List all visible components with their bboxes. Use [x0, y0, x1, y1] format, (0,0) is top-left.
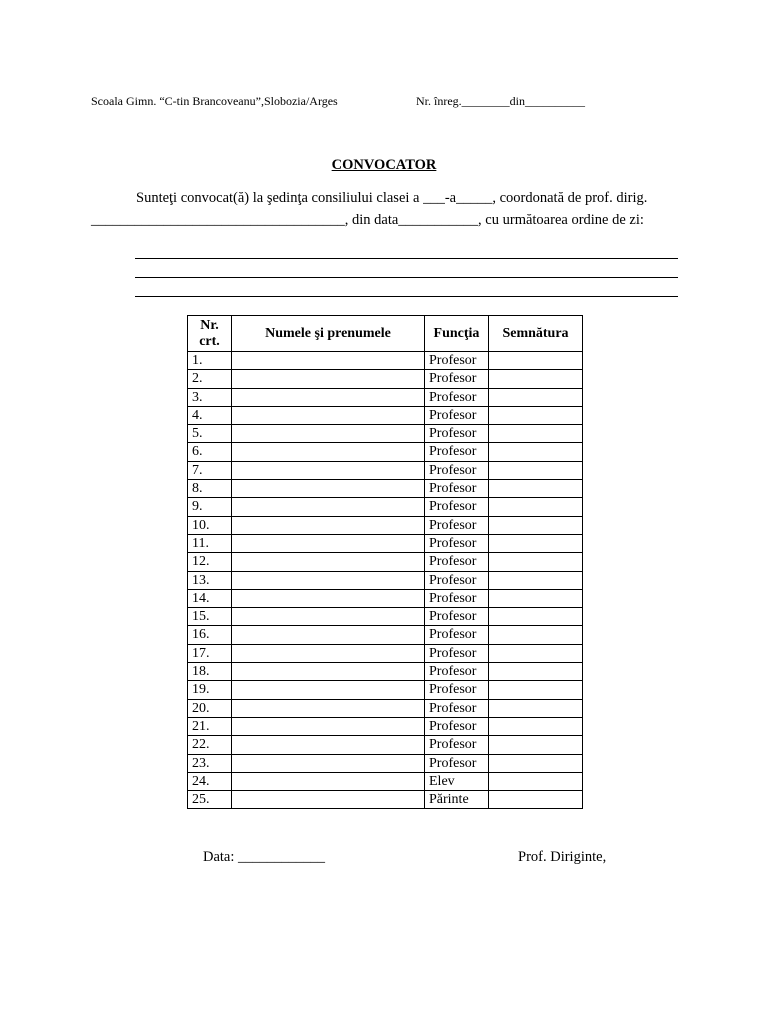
row-signature — [489, 791, 583, 809]
row-role: Profesor — [425, 736, 489, 754]
row-number: 18. — [188, 663, 232, 681]
teacher-signature-label: Prof. Diriginte, — [518, 849, 607, 865]
document-title: CONVOCATOR — [331, 157, 437, 173]
row-signature — [489, 480, 583, 498]
row-role: Profesor — [425, 571, 489, 589]
row-signature — [489, 352, 583, 370]
row-number: 5. — [188, 425, 232, 443]
date-label: Data: ____________ — [203, 849, 326, 865]
table-row — [188, 663, 583, 681]
row-role: Profesor — [425, 699, 489, 717]
row-role: Profesor — [425, 663, 489, 681]
row-name — [232, 681, 425, 699]
row-name — [232, 461, 425, 479]
table-row — [188, 754, 583, 772]
row-number: 10. — [188, 516, 232, 534]
school-name: Scoala Gimn. “C-tin Brancoveanu”,Slobozia/Arges — [91, 94, 338, 108]
agenda-line-1 — [135, 258, 678, 259]
row-number: 25. — [188, 791, 232, 809]
agenda-line-3 — [135, 296, 678, 297]
table-row — [188, 644, 583, 662]
table-row — [188, 772, 583, 790]
row-number: 4. — [188, 406, 232, 424]
header-role: Funcţia — [425, 316, 489, 352]
row-number: 12. — [188, 553, 232, 571]
row-number: 16. — [188, 626, 232, 644]
row-signature — [489, 553, 583, 571]
row-signature — [489, 681, 583, 699]
row-number: 22. — [188, 736, 232, 754]
row-name — [232, 388, 425, 406]
row-signature — [489, 406, 583, 424]
row-role: Profesor — [425, 425, 489, 443]
table-row — [188, 717, 583, 735]
table-row — [188, 626, 583, 644]
row-name — [232, 498, 425, 516]
row-name — [232, 516, 425, 534]
row-role: Profesor — [425, 534, 489, 552]
intro-line-1: Sunteţi convocat(ă) la şedinţa consiliului clasei a ___-a_____, coordonată de prof. dirig. — [136, 190, 648, 206]
row-number: 8. — [188, 480, 232, 498]
row-name — [232, 571, 425, 589]
table-row — [188, 461, 583, 479]
row-number: 14. — [188, 589, 232, 607]
row-name — [232, 699, 425, 717]
row-role: Profesor — [425, 644, 489, 662]
row-number: 21. — [188, 717, 232, 735]
row-role: Profesor — [425, 370, 489, 388]
row-signature — [489, 370, 583, 388]
row-signature — [489, 717, 583, 735]
table-row — [188, 370, 583, 388]
table-row — [188, 534, 583, 552]
row-signature — [489, 516, 583, 534]
table-row — [188, 498, 583, 516]
row-signature — [489, 571, 583, 589]
row-role: Profesor — [425, 717, 489, 735]
row-number: 24. — [188, 772, 232, 790]
row-signature — [489, 443, 583, 461]
row-name — [232, 443, 425, 461]
row-signature — [489, 663, 583, 681]
table-row — [188, 406, 583, 424]
row-name — [232, 425, 425, 443]
row-name — [232, 406, 425, 424]
table-row — [188, 388, 583, 406]
header-name: Numele şi prenumele — [232, 316, 425, 352]
row-role: Profesor — [425, 608, 489, 626]
row-role: Profesor — [425, 388, 489, 406]
row-name — [232, 772, 425, 790]
row-name — [232, 352, 425, 370]
row-role: Părinte — [425, 791, 489, 809]
table-row — [188, 699, 583, 717]
row-signature — [489, 736, 583, 754]
row-signature — [489, 772, 583, 790]
row-role: Profesor — [425, 406, 489, 424]
header-signature: Semnătura — [489, 316, 583, 352]
row-name — [232, 754, 425, 772]
header-nr: Nr. crt. — [188, 316, 232, 352]
registration-number: Nr. înreg.________din__________ — [416, 94, 585, 108]
row-role: Profesor — [425, 352, 489, 370]
row-signature — [489, 626, 583, 644]
row-name — [232, 626, 425, 644]
row-signature — [489, 754, 583, 772]
row-number: 1. — [188, 352, 232, 370]
row-role: Profesor — [425, 516, 489, 534]
table-row — [188, 516, 583, 534]
row-number: 15. — [188, 608, 232, 626]
row-number: 19. — [188, 681, 232, 699]
row-number: 9. — [188, 498, 232, 516]
table-row — [188, 425, 583, 443]
row-name — [232, 663, 425, 681]
row-role: Profesor — [425, 553, 489, 571]
row-number: 23. — [188, 754, 232, 772]
row-role: Profesor — [425, 480, 489, 498]
row-number: 11. — [188, 534, 232, 552]
intro-line-2: ___________________________________, din data___________, cu următoarea ordine de zi: — [91, 212, 644, 228]
row-number: 7. — [188, 461, 232, 479]
row-signature — [489, 425, 583, 443]
table-row — [188, 443, 583, 461]
row-name — [232, 717, 425, 735]
row-role: Profesor — [425, 443, 489, 461]
table-row — [188, 553, 583, 571]
row-signature — [489, 608, 583, 626]
row-role: Profesor — [425, 626, 489, 644]
row-name — [232, 534, 425, 552]
row-name — [232, 791, 425, 809]
row-signature — [489, 498, 583, 516]
row-number: 20. — [188, 699, 232, 717]
table-row — [188, 589, 583, 607]
attendance-table — [187, 315, 583, 809]
row-role: Profesor — [425, 681, 489, 699]
row-name — [232, 480, 425, 498]
row-name — [232, 589, 425, 607]
row-role: Profesor — [425, 461, 489, 479]
row-number: 3. — [188, 388, 232, 406]
row-name — [232, 644, 425, 662]
table-row — [188, 681, 583, 699]
table-row — [188, 480, 583, 498]
table-header-row — [188, 316, 583, 352]
row-signature — [489, 589, 583, 607]
row-name — [232, 553, 425, 571]
row-role: Profesor — [425, 754, 489, 772]
table-row — [188, 352, 583, 370]
row-signature — [489, 644, 583, 662]
row-number: 6. — [188, 443, 232, 461]
table-row — [188, 608, 583, 626]
row-signature — [489, 461, 583, 479]
row-number: 17. — [188, 644, 232, 662]
row-signature — [489, 388, 583, 406]
row-name — [232, 370, 425, 388]
table-row — [188, 791, 583, 809]
row-role: Profesor — [425, 589, 489, 607]
row-role: Elev — [425, 772, 489, 790]
agenda-line-2 — [135, 277, 678, 278]
row-name — [232, 608, 425, 626]
row-role: Profesor — [425, 498, 489, 516]
row-name — [232, 736, 425, 754]
table-row — [188, 736, 583, 754]
row-number: 13. — [188, 571, 232, 589]
row-signature — [489, 699, 583, 717]
row-number: 2. — [188, 370, 232, 388]
table-row — [188, 571, 583, 589]
row-signature — [489, 534, 583, 552]
